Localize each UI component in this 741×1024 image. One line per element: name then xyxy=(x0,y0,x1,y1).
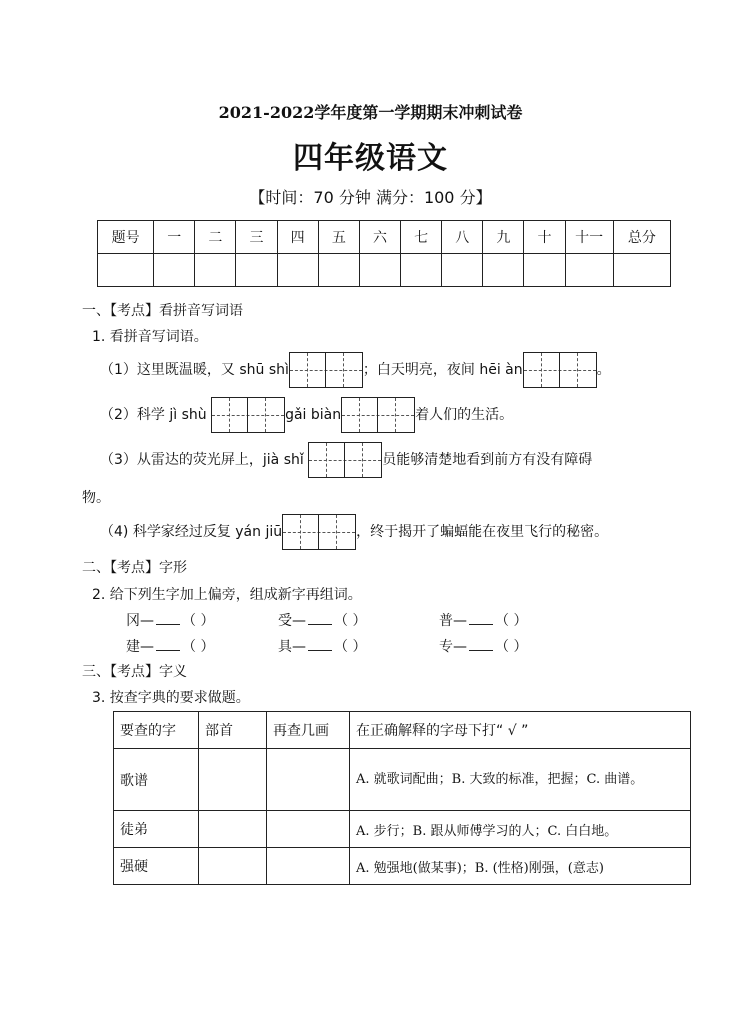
score-blank-cell[interactable] xyxy=(195,254,236,287)
section1-heading: 一、【考点】看拼音写词语 xyxy=(82,303,243,319)
score-header-cell: 总分 xyxy=(613,221,670,254)
score-blank-cell[interactable] xyxy=(442,254,483,287)
q1-item3-continuation: 物。 xyxy=(82,490,110,506)
score-blank-cell[interactable] xyxy=(483,254,524,287)
dict-strokes-cell[interactable] xyxy=(267,811,350,848)
exam-title: 四年级语文 xyxy=(293,141,448,176)
score-blank-cell[interactable] xyxy=(524,254,565,287)
score-table-header-row xyxy=(98,221,671,254)
score-blank-cell[interactable] xyxy=(613,254,670,287)
score-header-cell: 四 xyxy=(277,221,318,254)
q2-item xyxy=(439,636,527,656)
section3-heading: 三、【考点】字义 xyxy=(82,664,187,680)
pinyin-answer-box[interactable] xyxy=(308,442,382,478)
score-blank-cell[interactable] xyxy=(277,254,318,287)
dict-strokes-cell[interactable] xyxy=(267,749,350,811)
score-blank-cell[interactable] xyxy=(98,254,154,287)
dict-word: 歌谱 xyxy=(114,749,199,811)
score-header-cell: 一 xyxy=(154,221,195,254)
dict-word: 强硬 xyxy=(114,848,199,885)
q2-item xyxy=(278,610,366,630)
q2-item xyxy=(126,610,214,630)
score-header-cell: 七 xyxy=(401,221,442,254)
score-header-cell: 十 xyxy=(524,221,565,254)
dict-header-cell: 要查的字 xyxy=(114,712,199,749)
q1-item1-text-a: （1）这里既温暖，又 shū shì xyxy=(100,362,289,378)
score-table xyxy=(97,220,671,287)
pinyin-answer-box[interactable] xyxy=(523,352,597,388)
score-blank-cell[interactable] xyxy=(154,254,195,287)
q2-paren[interactable]: （ ） xyxy=(334,613,367,629)
q1-item3 xyxy=(100,442,592,478)
dict-strokes-cell[interactable] xyxy=(267,848,350,885)
dict-definition[interactable]: A. 步行；B. 跟从师傅学习的人；C. 白白地。 xyxy=(350,811,691,848)
pinyin-answer-box[interactable] xyxy=(282,514,356,550)
radical-blank[interactable] xyxy=(308,624,332,625)
exam-subtitle: 2021-2022学年度第一学期期末冲刺试卷 xyxy=(218,103,523,122)
score-header-cell: 九 xyxy=(483,221,524,254)
dict-header-cell: 在正确解释的字母下打“ √ ” xyxy=(350,712,691,749)
score-blank-cell[interactable] xyxy=(401,254,442,287)
q1-item2 xyxy=(100,397,513,433)
question2-prompt: 2. 给下列生字加上偏旁，组成新字再组词。 xyxy=(92,587,362,603)
q1-item2-text-a: （2）科学 jì shù xyxy=(100,407,207,423)
dictionary-table xyxy=(113,711,691,885)
section2-heading: 二、【考点】字形 xyxy=(82,560,187,576)
q1-item1-text-b: ；白天明亮，夜间 hēi àn xyxy=(362,362,523,378)
radical-blank[interactable] xyxy=(156,650,180,651)
q1-item4 xyxy=(100,514,608,550)
score-header-cell: 五 xyxy=(318,221,359,254)
q2-char: 具— xyxy=(278,639,306,655)
q2-paren[interactable]: （ ） xyxy=(495,613,528,629)
dict-table-header-row xyxy=(114,712,691,749)
question3-prompt: 3. 按查字典的要求做题。 xyxy=(92,690,250,706)
score-table-blank-row xyxy=(98,254,671,287)
dict-word: 徒弟 xyxy=(114,811,199,848)
dict-table-row xyxy=(114,749,691,811)
dict-header-cell: 再查几画 xyxy=(267,712,350,749)
q2-paren[interactable]: （ ） xyxy=(495,639,528,655)
score-blank-cell[interactable] xyxy=(318,254,359,287)
dict-definition[interactable]: A. 勉强地(做某事)；B. (性格)刚强，(意志) xyxy=(350,848,691,885)
q2-char: 普— xyxy=(439,613,467,629)
q1-item4-text-a: （4) 科学家经过反复 yán jiū xyxy=(100,524,283,540)
q1-item1 xyxy=(100,352,611,388)
q2-item xyxy=(278,636,366,656)
q1-item2-text-b: gǎi biàn xyxy=(285,407,342,423)
score-header-cell: 十一 xyxy=(565,221,613,254)
score-header-cell: 三 xyxy=(236,221,277,254)
q2-item xyxy=(126,636,214,656)
pinyin-answer-box[interactable] xyxy=(341,397,415,433)
q1-item3-text-a: （3）从雷达的荧光屏上，jià shǐ xyxy=(100,452,304,468)
score-blank-cell[interactable] xyxy=(565,254,613,287)
score-blank-cell[interactable] xyxy=(236,254,277,287)
q1-item3-text-b: 员能够清楚地看到前方有没有障碍 xyxy=(382,452,593,468)
q1-item1-text-c: 。 xyxy=(596,362,611,378)
score-header-cell: 二 xyxy=(195,221,236,254)
score-header-cell: 八 xyxy=(442,221,483,254)
radical-blank[interactable] xyxy=(469,624,493,625)
q2-char: 专— xyxy=(439,639,467,655)
score-blank-cell[interactable] xyxy=(359,254,400,287)
dict-radical-cell[interactable] xyxy=(199,749,267,811)
q2-paren[interactable]: （ ） xyxy=(182,613,215,629)
q2-paren[interactable]: （ ） xyxy=(182,639,215,655)
pinyin-answer-box[interactable] xyxy=(211,397,285,433)
score-header-cell: 题号 xyxy=(98,221,154,254)
q2-item xyxy=(439,610,527,630)
radical-blank[interactable] xyxy=(156,624,180,625)
dict-table-row xyxy=(114,811,691,848)
question1-prompt: 1. 看拼音写词语。 xyxy=(92,329,208,345)
q1-item4-text-b: ，终于揭开了蝙蝠能在夜里飞行的秘密。 xyxy=(356,524,609,540)
radical-blank[interactable] xyxy=(308,650,332,651)
dict-header-cell: 部首 xyxy=(199,712,267,749)
dict-radical-cell[interactable] xyxy=(199,811,267,848)
dict-radical-cell[interactable] xyxy=(199,848,267,885)
dict-definition[interactable]: A. 就歌词配曲；B. 大致的标准，把握；C. 曲谱。 xyxy=(350,749,691,811)
q2-char: 冈— xyxy=(126,613,154,629)
score-header-cell: 六 xyxy=(359,221,400,254)
q2-char: 受— xyxy=(278,613,306,629)
radical-blank[interactable] xyxy=(469,650,493,651)
q2-paren[interactable]: （ ） xyxy=(334,639,367,655)
q1-item2-text-c: 着人们的生活。 xyxy=(415,407,514,423)
time-score-info: 【时间：70 分钟 满分：100 分】 xyxy=(249,188,492,207)
q2-char: 建— xyxy=(126,639,154,655)
dict-table-row xyxy=(114,848,691,885)
pinyin-answer-box[interactable] xyxy=(289,352,363,388)
